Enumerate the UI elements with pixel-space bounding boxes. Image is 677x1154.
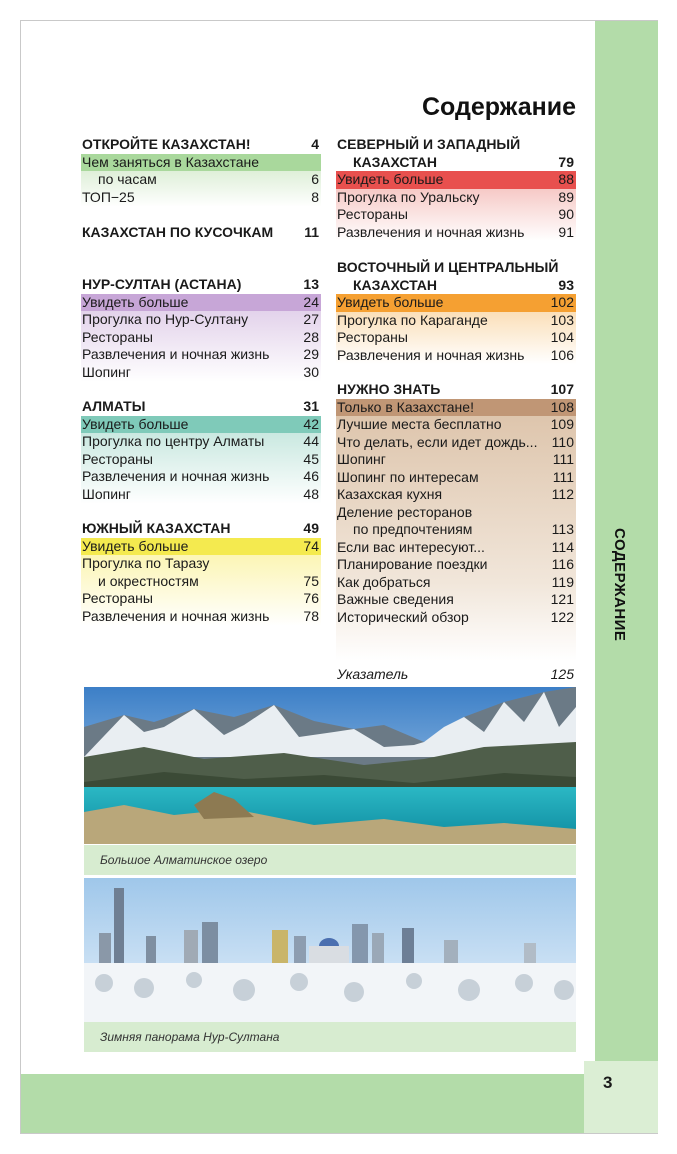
page-title: Содержание xyxy=(421,93,576,121)
toc-item[interactable]: по предпочтениям 113 xyxy=(353,521,574,537)
toc-item[interactable]: Прогулка по Караганде 103 xyxy=(337,311,574,328)
toc-item[interactable]: Только в Казахстане! 108 xyxy=(337,398,574,415)
toc-heading[interactable]: КАЗАХСТАН 79 xyxy=(353,153,574,170)
toc-item[interactable]: по часам 6 xyxy=(98,171,319,187)
toc-item[interactable]: Что делать, если идет дождь... 110 xyxy=(337,433,574,450)
toc-item[interactable]: Планирование поездки 116 xyxy=(337,556,574,572)
toc-section-almaty xyxy=(81,398,321,504)
toc-item[interactable]: Важные сведения 121 xyxy=(337,591,574,607)
lake-illustration xyxy=(84,687,576,844)
toc-item[interactable]: Шопинг по интересам 111 xyxy=(337,468,574,485)
toc-section-pieces xyxy=(81,224,321,242)
toc-item[interactable]: Увидеть больше 24 xyxy=(82,293,319,310)
toc-item[interactable]: Деление ресторанов xyxy=(337,503,473,520)
photo-caption: Большое Алматинское озеро xyxy=(84,845,576,875)
page-number-box xyxy=(584,1061,658,1133)
page-number: 3 xyxy=(603,1073,613,1092)
toc-item[interactable]: Как добраться 119 xyxy=(337,573,574,590)
toc-item[interactable]: ТОП−25 8 xyxy=(82,188,319,205)
toc-heading[interactable]: НУР-СУЛТАН (АСТАНА) 13 xyxy=(82,276,319,292)
toc-item[interactable]: Увидеть больше 88 xyxy=(337,171,574,187)
toc-item[interactable]: Развлечения и ночная жизнь 46 xyxy=(82,468,319,484)
toc-heading[interactable]: НУЖНО ЗНАТЬ 107 xyxy=(337,381,574,397)
toc-item[interactable]: Рестораны 45 xyxy=(82,450,319,467)
toc-heading[interactable]: ЮЖНЫЙ КАЗАХСТАН 49 xyxy=(82,520,319,536)
toc-item[interactable]: Рестораны 90 xyxy=(337,206,574,222)
city-illustration xyxy=(84,878,576,1022)
photo-nursultan-panorama xyxy=(84,878,576,1022)
toc-heading[interactable]: КАЗАХСТАН 93 xyxy=(353,276,574,293)
toc-heading[interactable]: КАЗАХСТАН ПО КУСОЧКАМ 11 xyxy=(82,224,319,240)
toc-item[interactable]: Рестораны 76 xyxy=(82,590,319,606)
toc-item[interactable]: Лучшие места бесплатно 109 xyxy=(337,416,574,432)
toc-item[interactable]: Шопинг 111 xyxy=(337,451,574,467)
toc-item[interactable]: Чем заняться в Казахстане xyxy=(81,154,321,172)
toc-item[interactable]: Шопинг 30 xyxy=(82,363,319,380)
toc-section-north-west xyxy=(336,136,576,241)
toc-item[interactable]: Увидеть больше 42 xyxy=(82,415,319,432)
toc-item[interactable]: и окрестностям 75 xyxy=(98,572,319,589)
toc-item[interactable]: Прогулка по Нур-Султану 27 xyxy=(82,311,319,327)
toc-section-discover xyxy=(81,136,321,207)
toc-item[interactable]: Развлечения и ночная жизнь 78 xyxy=(82,607,319,624)
toc-section-need-to-know xyxy=(336,381,576,683)
side-label xyxy=(611,528,641,642)
toc-item[interactable]: Развлечения и ночная жизнь 91 xyxy=(337,223,574,240)
toc-section-south xyxy=(81,520,321,626)
toc-heading[interactable]: ВОСТОЧНЫЙ И ЦЕНТРАЛЬНЫЙ xyxy=(337,259,559,275)
toc-item[interactable]: Прогулка по центру Алматы 44 xyxy=(82,433,319,449)
toc-item[interactable]: Увидеть больше 102 xyxy=(337,294,574,310)
toc-item[interactable]: Увидеть больше 74 xyxy=(82,537,319,554)
toc-item[interactable]: Прогулка по Уральску 89 xyxy=(337,188,574,205)
toc-section-nursultan xyxy=(81,276,321,382)
toc-item[interactable]: Шопинг 48 xyxy=(82,485,319,502)
toc-item[interactable]: Если вас интересуют... 114 xyxy=(337,538,574,555)
photo-caption: Зимняя панорама Нур-Султана xyxy=(84,1022,576,1052)
toc-heading[interactable]: АЛМАТЫ 31 xyxy=(82,398,319,414)
photo-big-almaty-lake xyxy=(84,687,576,844)
toc-item[interactable]: Рестораны 104 xyxy=(337,329,574,345)
toc-item[interactable]: Исторический обзор 122 xyxy=(337,608,574,625)
toc-index[interactable]: Указатель 125 xyxy=(337,665,574,682)
toc-heading[interactable]: ОТКРОЙТЕ КАЗАХСТАН! 4 xyxy=(82,136,319,152)
toc-item[interactable]: Развлечения и ночная жизнь 106 xyxy=(337,346,574,363)
bottom-band xyxy=(21,1074,584,1133)
toc-item[interactable]: Казахская кухня 112 xyxy=(337,486,574,502)
side-label-text: СОДЕРЖАНИЕ xyxy=(611,528,628,642)
toc-item[interactable]: Прогулка по Таразу xyxy=(82,555,210,571)
toc-heading[interactable]: СЕВЕРНЫЙ И ЗАПАДНЫЙ xyxy=(337,136,521,152)
toc-item[interactable]: Рестораны 28 xyxy=(82,328,319,345)
toc-item[interactable]: Развлечения и ночная жизнь 29 xyxy=(82,346,319,362)
toc-section-east-central xyxy=(336,259,576,364)
